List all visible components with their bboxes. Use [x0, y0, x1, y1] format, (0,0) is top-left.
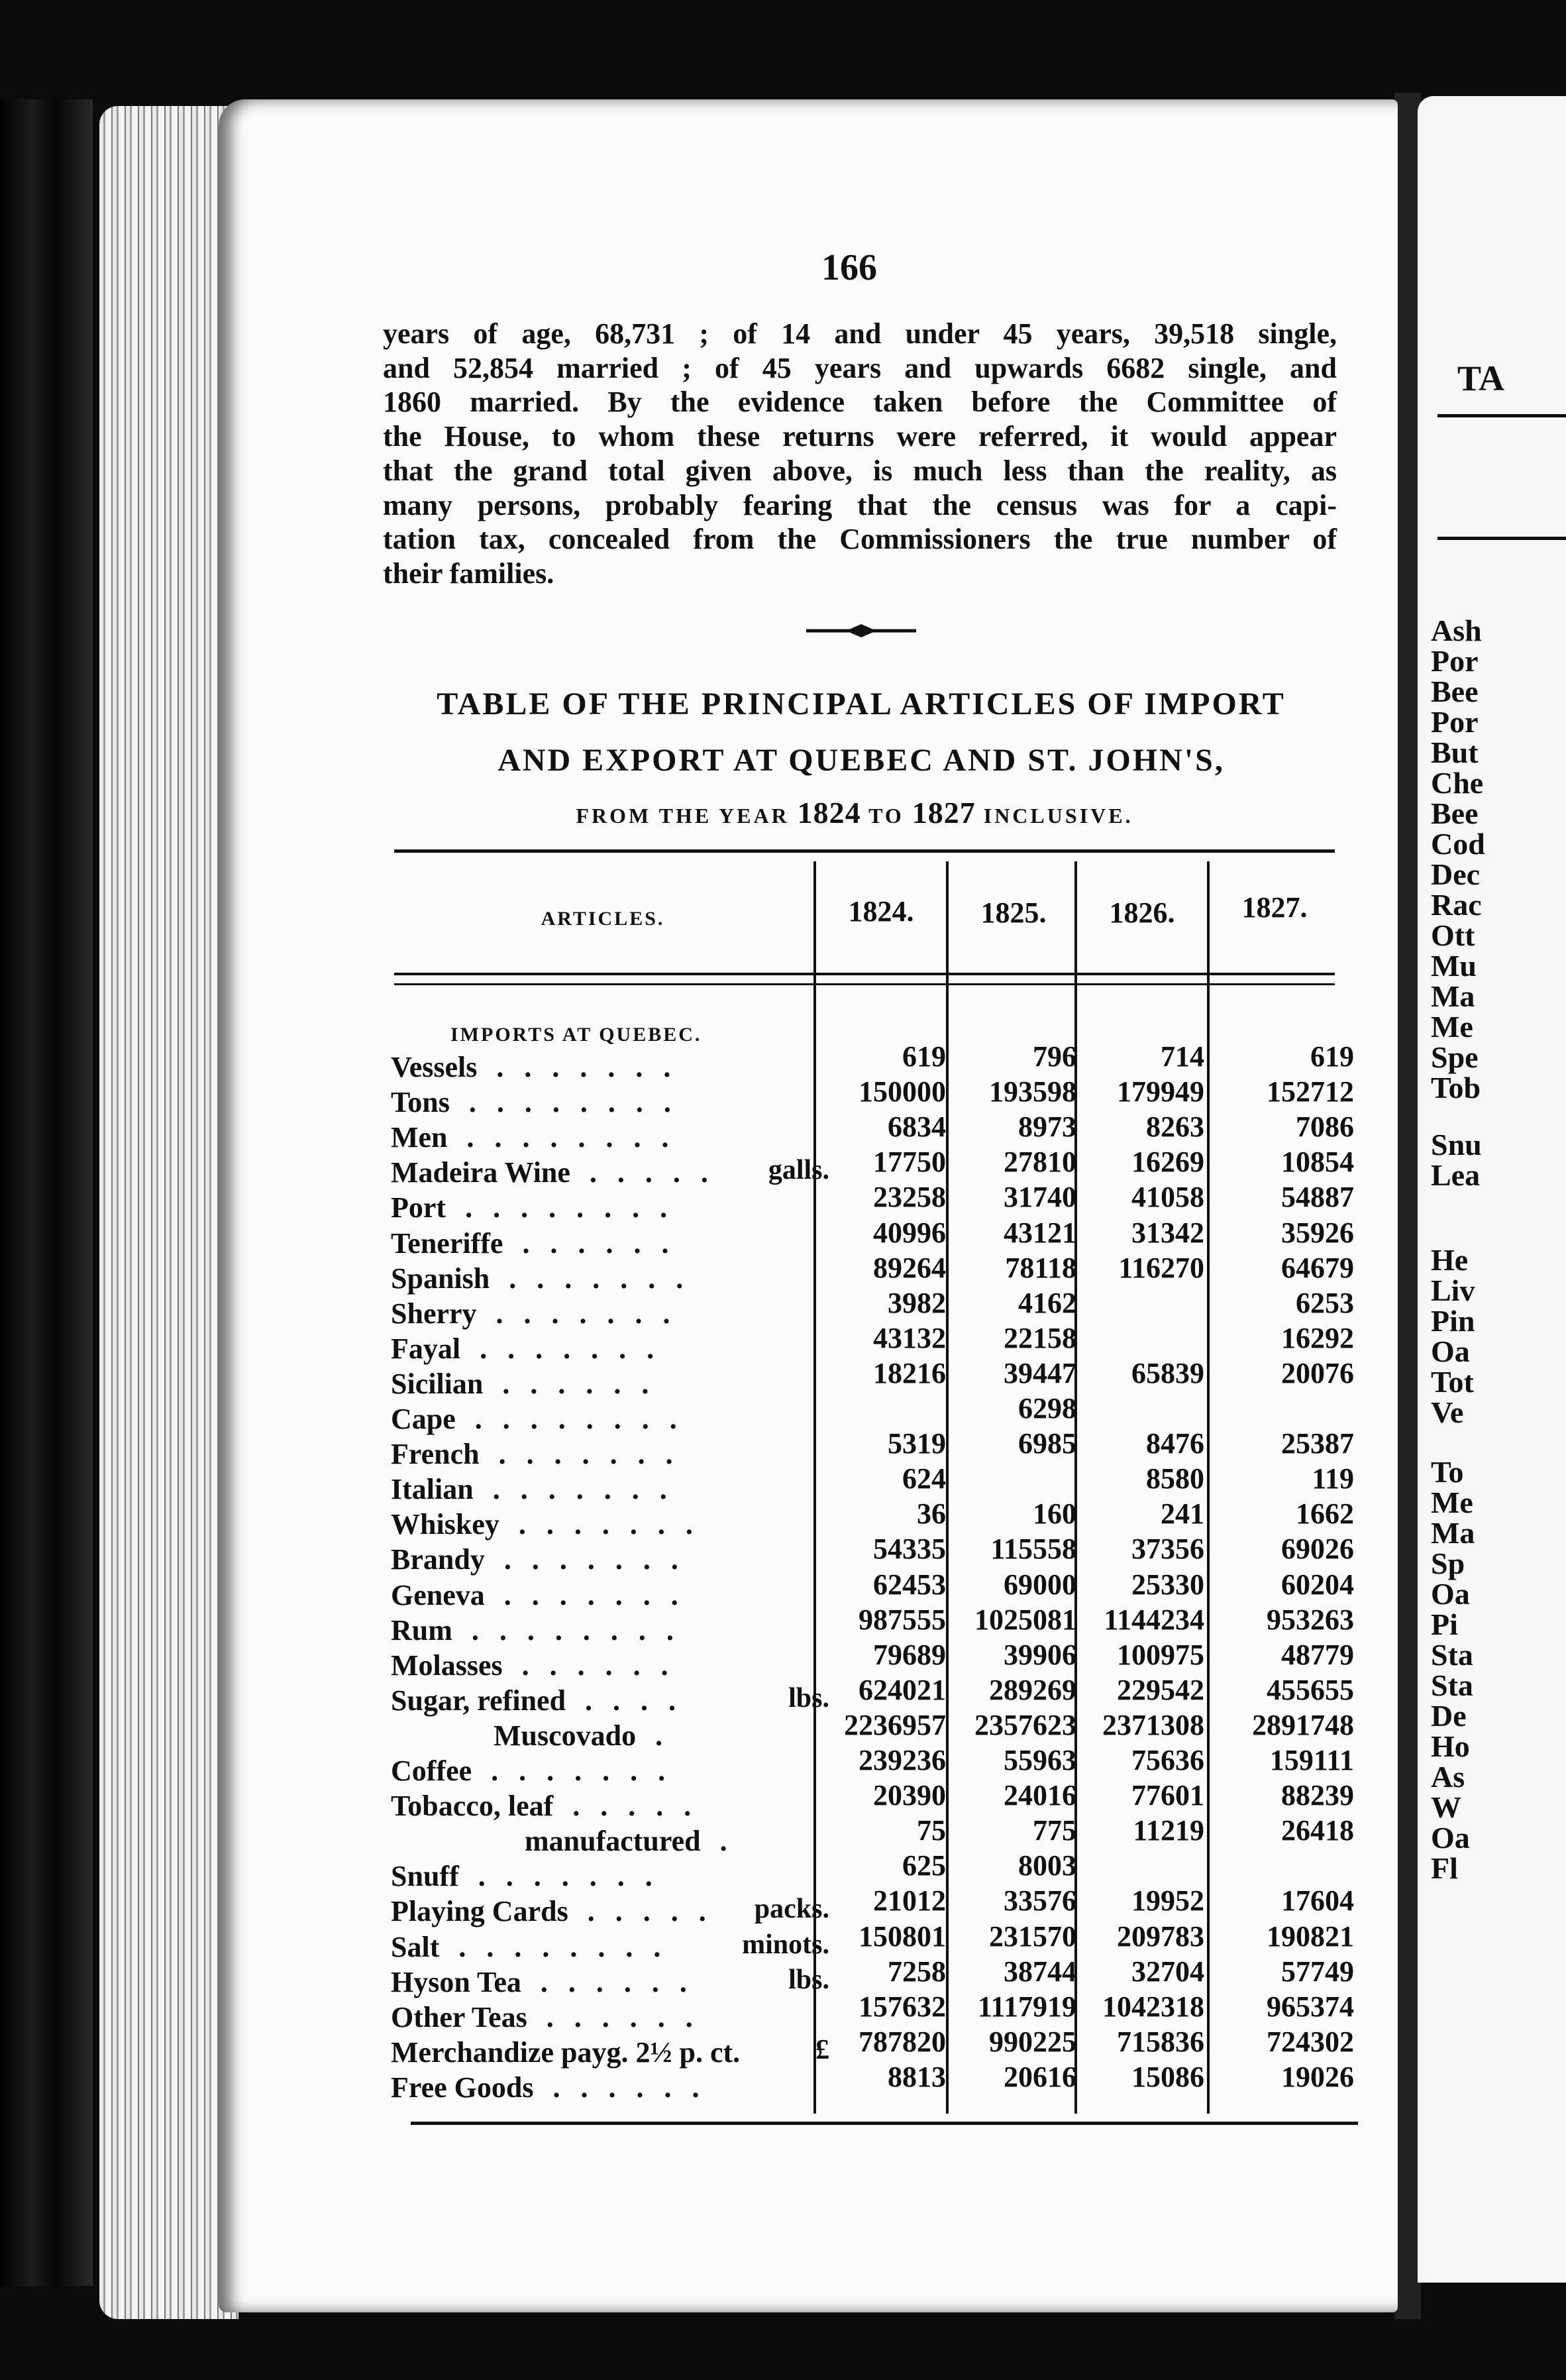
table-cell: 22158 [1004, 1321, 1076, 1354]
paragraph-line: that the grand total given above, is much less than the reality, as [383, 454, 1337, 487]
table-cell: 88239 [1281, 1779, 1354, 1812]
row-label-text: Italian [391, 1473, 474, 1506]
facing-page-word: Che [1431, 766, 1484, 800]
table-cell: 619 [902, 1040, 946, 1073]
leader-dots: . . . . . . . [495, 1262, 690, 1295]
row-label-text: Teneriffe [391, 1226, 503, 1260]
row-label [391, 1684, 682, 1717]
row-label [391, 1437, 680, 1471]
year-header-1824: 1824. [848, 895, 914, 928]
table-cell: 2236957 [844, 1708, 946, 1741]
row-label-text: Rum [391, 1613, 452, 1647]
facing-page-word: Fl [1431, 1851, 1458, 1885]
table-cell: 24016 [1004, 1779, 1076, 1812]
leader-dots: . . . . . . . [482, 1051, 678, 1083]
table-cell: 40996 [873, 1216, 946, 1249]
table-cell: 43132 [873, 1321, 946, 1354]
table-cell: 965374 [1267, 1990, 1354, 2023]
row-label [391, 1789, 698, 1823]
facing-page-word: Ma [1431, 979, 1475, 1013]
table-cell: 157632 [859, 1990, 946, 2023]
facing-page-word: Tob [1431, 1071, 1481, 1105]
table-cell: 796 [1033, 1040, 1076, 1073]
table-cell: 62453 [873, 1568, 946, 1601]
row-unit: lbs. [788, 1682, 829, 1713]
row-label-text: Molasses [391, 1649, 503, 1682]
row-label-text: Salt [391, 1930, 440, 1963]
table-bottom-rule [411, 2122, 1358, 2125]
row-label [391, 1930, 667, 1964]
leader-dots: . . . . . [575, 1156, 715, 1189]
table-cell: 32704 [1131, 1955, 1204, 1988]
table-cell: 6834 [888, 1110, 946, 1144]
table-cell: 714 [1161, 1040, 1204, 1073]
table-cell: 25387 [1281, 1427, 1354, 1460]
table-cell: 7086 [1296, 1110, 1354, 1144]
row-label [391, 1120, 676, 1154]
row-label [391, 2071, 706, 2104]
table-cell: 119 [1312, 1462, 1354, 1495]
table-cell: 8263 [1146, 1110, 1204, 1144]
facing-page-word: Lea [1431, 1158, 1481, 1192]
table-cell: 1662 [1296, 1497, 1354, 1531]
facing-page-word: Cod [1431, 827, 1485, 861]
paragraph-line: years of age, 68,731 ; of 14 and under 45 years, 39,518 single, [383, 317, 1337, 350]
row-unit: lbs. [788, 1964, 829, 1995]
table-cell: 19026 [1281, 2060, 1354, 2093]
table-cell: 4162 [1018, 1286, 1076, 1319]
row-label [391, 1226, 675, 1260]
row-label [391, 1507, 700, 1541]
table-cell: 619 [1310, 1040, 1354, 1073]
subtitle-to: TO [868, 804, 904, 828]
page-edges [99, 106, 238, 2319]
row-label-text: Geneva [391, 1578, 485, 1611]
row-label-text: Fayal [391, 1332, 461, 1365]
row-label-text: Port [391, 1191, 446, 1224]
table-cell: 1117919 [977, 1990, 1076, 2023]
leader-dots: . . . . . . . . [457, 1613, 680, 1647]
row-label-text: Sherry [391, 1297, 477, 1330]
row-label-text: Brandy [391, 1543, 485, 1576]
paragraph-line: their families. [383, 557, 554, 590]
facing-page-fragment [1418, 96, 1566, 2283]
facing-page-word: Oa [1431, 1577, 1470, 1611]
table-cell: 6253 [1296, 1286, 1354, 1319]
table-cell: 21012 [873, 1884, 946, 1918]
table-cell: 289269 [989, 1673, 1076, 1706]
table-cell: 78118 [1005, 1251, 1076, 1284]
row-label [391, 1050, 677, 1084]
table-cell: 116270 [1118, 1251, 1204, 1284]
facing-page-word: Spe [1431, 1040, 1479, 1074]
facing-page-word: Bee [1431, 796, 1479, 830]
row-label [391, 1894, 713, 1928]
table-cell: 54335 [873, 1533, 946, 1566]
facing-page-word: Oa [1431, 1334, 1470, 1368]
table-cell: 190821 [1267, 1920, 1354, 1953]
leader-dots: . . . . . . [539, 2071, 706, 2104]
table-cell: 990225 [989, 2025, 1076, 2058]
column-divider [946, 861, 949, 2114]
table-cell: 19952 [1131, 1884, 1204, 1918]
table-cell: 193598 [989, 1075, 1076, 1109]
table-cell: 55963 [1004, 1744, 1076, 1776]
table-cell: 16269 [1131, 1146, 1204, 1179]
leader-dots: . . . . . . . . [444, 1930, 668, 1963]
table-cell: 23258 [873, 1181, 946, 1214]
row-label-text: Merchandize payg. 2½ p. ct. [391, 2035, 741, 2069]
year-header-1825: 1825. [980, 896, 1047, 929]
leader-dots: . . . . . . . [464, 1860, 659, 1893]
facing-page-word: Pi [1431, 1607, 1458, 1641]
table-cell: 69000 [1004, 1568, 1076, 1601]
facing-page-rule [1437, 414, 1566, 417]
row-label [391, 2000, 700, 2034]
table-top-rule [394, 849, 1335, 853]
table-cell: 152712 [1267, 1075, 1354, 1109]
table-cell: 2371308 [1102, 1708, 1204, 1741]
table-cell: 775 [1033, 1814, 1076, 1847]
facing-page-word: To [1431, 1455, 1464, 1489]
leader-dots: . . . . . . . . [451, 1191, 674, 1224]
table-cell: 625 [902, 1849, 946, 1882]
row-label [391, 1542, 685, 1576]
table-cell: 41058 [1131, 1181, 1204, 1214]
table-cell: 11219 [1133, 1814, 1204, 1847]
table-cell: 31740 [1004, 1181, 1076, 1214]
table-cell: 624 [902, 1462, 946, 1495]
table-cell: 115558 [990, 1533, 1076, 1566]
page-number: 166 [821, 247, 877, 288]
paragraph-line: the House, to whom these returns were referred, it would appear [383, 420, 1337, 453]
table-subtitle [358, 795, 1351, 830]
row-label-text: Madeira Wine [391, 1156, 570, 1189]
table-cell: 69026 [1281, 1533, 1354, 1566]
facing-page-word: Por [1431, 705, 1479, 739]
row-label-text: French [391, 1438, 480, 1471]
leader-dots: . . . . . . . [466, 1332, 661, 1365]
row-label-text: Vessels [391, 1051, 478, 1083]
leader-dots: . . . . . . . [490, 1578, 685, 1611]
row-label-text: Hyson Tea [391, 1965, 521, 1998]
facing-page-word: De [1431, 1699, 1467, 1733]
row-label-text: Other Teas [391, 2000, 527, 2033]
row-label-text: Men [391, 1121, 448, 1154]
row-label-text: Muscovado [494, 1719, 637, 1752]
leader-dots: . . . . . . . [484, 1438, 680, 1471]
facing-page-word: Dec [1431, 857, 1481, 891]
row-label [391, 1613, 680, 1647]
subtitle-suffix: INCLUSIVE. [983, 804, 1133, 828]
row-label-text: Free Goods [391, 2071, 534, 2104]
table-cell: 624021 [859, 1673, 946, 1706]
table-cell: 160 [1033, 1497, 1076, 1531]
section-heading: IMPORTS AT QUEBEC. [450, 1024, 702, 1046]
table-cell: 64679 [1281, 1251, 1354, 1284]
gutter [1394, 93, 1421, 2319]
leader-dots: . . . . . [558, 1790, 698, 1823]
facing-page-word: Por [1431, 644, 1479, 678]
table-cell: 715836 [1117, 2025, 1204, 2058]
leader-dots: . . . . . . [488, 1367, 656, 1400]
table-cell: 60204 [1281, 1568, 1354, 1601]
leader-dots: . . . . . . . [482, 1297, 677, 1330]
facing-page-word: Mu [1431, 949, 1477, 983]
facing-page-rule [1437, 537, 1566, 540]
column-divider [813, 861, 816, 2114]
table-cell: 17750 [873, 1146, 946, 1179]
table-cell: 3982 [888, 1286, 946, 1319]
row-label-text: Cape [391, 1403, 456, 1435]
row-label [391, 1754, 672, 1788]
table-title-line-1: TABLE OF THE PRINCIPAL ARTICLES OF IMPORT [437, 686, 1286, 722]
table-cell: 1025081 [974, 1603, 1076, 1636]
table-cell: 57749 [1281, 1955, 1354, 1988]
facing-page-word: Rac [1431, 888, 1482, 922]
row-label-text: Playing Cards [391, 1895, 568, 1928]
table-cell: 8813 [888, 2060, 946, 2093]
table-cell: 724302 [1267, 2025, 1354, 2058]
facing-page-word: Sta [1431, 1668, 1473, 1702]
facing-page-word: Tot [1431, 1365, 1474, 1399]
table-header-rule-2 [394, 983, 1335, 985]
facing-page-word: Me [1431, 1486, 1473, 1519]
table-cell: 20390 [873, 1779, 946, 1812]
row-label-text: Coffee [391, 1755, 472, 1787]
table-cell: 987555 [859, 1603, 946, 1636]
leader-dots: . . . . . . . [504, 1508, 700, 1541]
facing-page-heading: TA [1457, 358, 1505, 398]
leader-dots: . . . . . . . [478, 1473, 674, 1506]
leader-dots: . . . . . . . . [452, 1121, 676, 1154]
table-cell: 231570 [989, 1920, 1076, 1953]
row-label [391, 1859, 659, 1893]
row-label-text: Tons [391, 1086, 450, 1119]
table-cell: 16292 [1281, 1321, 1354, 1354]
row-label-text: Snuff [391, 1860, 459, 1893]
row-unit: £ [815, 2034, 829, 2065]
paragraph-line: many persons, probably fearing that the census was for a capi- [383, 488, 1337, 521]
table-cell: 25330 [1131, 1568, 1204, 1601]
table-cell: 7258 [888, 1955, 946, 1988]
table-cell: 54887 [1281, 1181, 1354, 1214]
row-label-text: Tobacco, leaf [391, 1790, 554, 1823]
ornament-divider [805, 623, 917, 639]
body-paragraph [383, 317, 1337, 591]
facing-page-word: But [1431, 735, 1479, 769]
articles-column-header: ARTICLES. [541, 908, 665, 930]
table-cell: 6298 [1018, 1392, 1076, 1425]
facing-page-word: Ash [1431, 614, 1482, 647]
row-unit: packs. [754, 1894, 829, 1925]
table-cell: 37356 [1131, 1533, 1204, 1566]
row-label [391, 1332, 660, 1366]
facing-page-word: W [1431, 1790, 1461, 1824]
table-cell: 5319 [888, 1427, 946, 1460]
subtitle-year-start: 1824 [797, 796, 861, 830]
table-cell: 8476 [1146, 1427, 1204, 1460]
row-label-text: Whiskey [391, 1508, 499, 1541]
column-divider [1207, 861, 1210, 2114]
table-cell: 43121 [1004, 1216, 1076, 1249]
row-label [391, 2035, 740, 2069]
table-cell: 8580 [1146, 1462, 1204, 1495]
row-label [391, 1472, 674, 1506]
leader-dots: . [641, 1719, 670, 1752]
facing-page-word: Oa [1431, 1821, 1470, 1855]
row-unit: minots. [742, 1929, 829, 1960]
table-cell: 17604 [1281, 1884, 1354, 1918]
leader-dots: . . . . . . . . [460, 1403, 684, 1435]
facing-page-word: Ma [1431, 1516, 1475, 1550]
leader-dots: . . . . . . [532, 2000, 700, 2033]
facing-page-word: Sp [1431, 1546, 1465, 1580]
table-cell: 20076 [1281, 1356, 1354, 1389]
row-label-text: Sicilian [391, 1367, 484, 1400]
facing-page-word: Sta [1431, 1638, 1473, 1672]
facing-page-word: Ho [1431, 1729, 1470, 1763]
table-cell: 787820 [859, 2025, 946, 2058]
row-label [391, 1578, 685, 1612]
row-label [391, 1297, 677, 1330]
table-cell: 65839 [1131, 1356, 1204, 1389]
table-cell: 100975 [1117, 1638, 1204, 1671]
row-label-text: manufactured [525, 1825, 701, 1858]
table-cell: 1144234 [1104, 1603, 1204, 1636]
table-header-rule [394, 973, 1335, 975]
table-cell: 20616 [1004, 2060, 1076, 2093]
row-label [494, 1719, 669, 1753]
facing-page-word: Liv [1431, 1273, 1475, 1307]
leader-dots: . . . . . . . . [454, 1086, 678, 1119]
table-cell: 209783 [1117, 1920, 1204, 1953]
table-cell: 229542 [1117, 1673, 1204, 1706]
leader-dots: . . . . . [573, 1895, 713, 1928]
table-cell: 39906 [1004, 1638, 1076, 1671]
table-cell: 36 [917, 1497, 946, 1531]
table-cell: 38744 [1004, 1955, 1076, 1988]
table-cell: 150000 [859, 1075, 946, 1109]
facing-page-word: Ve [1431, 1395, 1464, 1429]
facing-page-word: Me [1431, 1010, 1473, 1044]
year-header-1827: 1827. [1241, 891, 1308, 924]
facing-page-word: He [1431, 1243, 1469, 1277]
leader-dots: . . . . . . [526, 1965, 694, 1998]
table-cell: 33576 [1004, 1884, 1076, 1918]
facing-page-word: Snu [1431, 1128, 1482, 1162]
paragraph-line: tation tax, concealed from the Commissioners the true number of [383, 523, 1337, 556]
table-cell: 159111 [1269, 1744, 1354, 1776]
row-label [391, 1649, 675, 1682]
row-label [391, 1085, 678, 1119]
table-cell: 239236 [859, 1744, 946, 1776]
subtitle-year-end: 1827 [912, 796, 976, 830]
row-unit: galls. [768, 1155, 829, 1186]
table-title-line-2: AND EXPORT AT QUEBEC AND ST. JOHN'S, [497, 743, 1225, 778]
table-cell: 953263 [1267, 1603, 1354, 1636]
row-label [525, 1824, 734, 1858]
row-label [391, 1367, 655, 1401]
table-cell: 8003 [1018, 1849, 1076, 1882]
table-cell: 15086 [1131, 2060, 1204, 2093]
table-cell: 26418 [1281, 1814, 1354, 1847]
table-cell: 455655 [1267, 1673, 1354, 1706]
table-cell: 77601 [1131, 1779, 1204, 1812]
row-label [391, 1156, 715, 1189]
table-cell: 150801 [859, 1920, 946, 1953]
leader-dots: . . . . [571, 1684, 683, 1717]
table-cell: 27810 [1004, 1146, 1076, 1179]
table-cell: 75636 [1131, 1744, 1204, 1776]
table-cell: 48779 [1281, 1638, 1354, 1671]
paragraph-line: and 52,854 married ; of 45 years and upwards 6682 single, and [383, 351, 1337, 384]
row-label [391, 1965, 694, 1999]
table-cell: 6985 [1018, 1427, 1076, 1460]
leader-dots: . [705, 1825, 734, 1858]
table-cell: 35926 [1281, 1216, 1354, 1249]
table-cell: 1042318 [1102, 1990, 1204, 2023]
facing-page-word: Bee [1431, 675, 1479, 708]
table-cell: 79689 [873, 1638, 946, 1671]
paragraph-line: 1860 married. By the evidence taken before the Committee of [383, 386, 1337, 419]
book-spine-shadow [0, 99, 93, 2286]
leader-dots: . . . . . . . [490, 1543, 685, 1576]
row-label [391, 1262, 690, 1295]
table-cell: 18216 [873, 1356, 946, 1389]
year-header-1826: 1826. [1109, 896, 1175, 929]
table-cell: 39447 [1004, 1356, 1076, 1389]
leader-dots: . . . . . . [507, 1649, 675, 1682]
leader-dots: . . . . . . . [477, 1755, 672, 1787]
facing-page-word: Pin [1431, 1304, 1475, 1338]
table-cell: 179949 [1117, 1075, 1204, 1109]
table-cell: 2357623 [974, 1708, 1076, 1741]
table-cell: 2891748 [1252, 1708, 1354, 1741]
subtitle-prefix: FROM THE YEAR [576, 804, 790, 828]
row-label-text: Sugar, refined [391, 1684, 566, 1717]
row-label-text: Spanish [391, 1262, 490, 1295]
facing-page-word: Ott [1431, 918, 1475, 952]
table-cell: 10854 [1281, 1146, 1354, 1179]
table-cell: 31342 [1131, 1216, 1204, 1249]
row-label [391, 1191, 674, 1224]
table-cell: 8973 [1018, 1110, 1076, 1144]
table-cell: 89264 [873, 1251, 946, 1284]
table-cell: 75 [917, 1814, 946, 1847]
facing-page-word: As [1431, 1760, 1465, 1794]
leader-dots: . . . . . . [508, 1226, 676, 1260]
table-cell: 241 [1161, 1497, 1204, 1531]
row-label [391, 1402, 684, 1436]
